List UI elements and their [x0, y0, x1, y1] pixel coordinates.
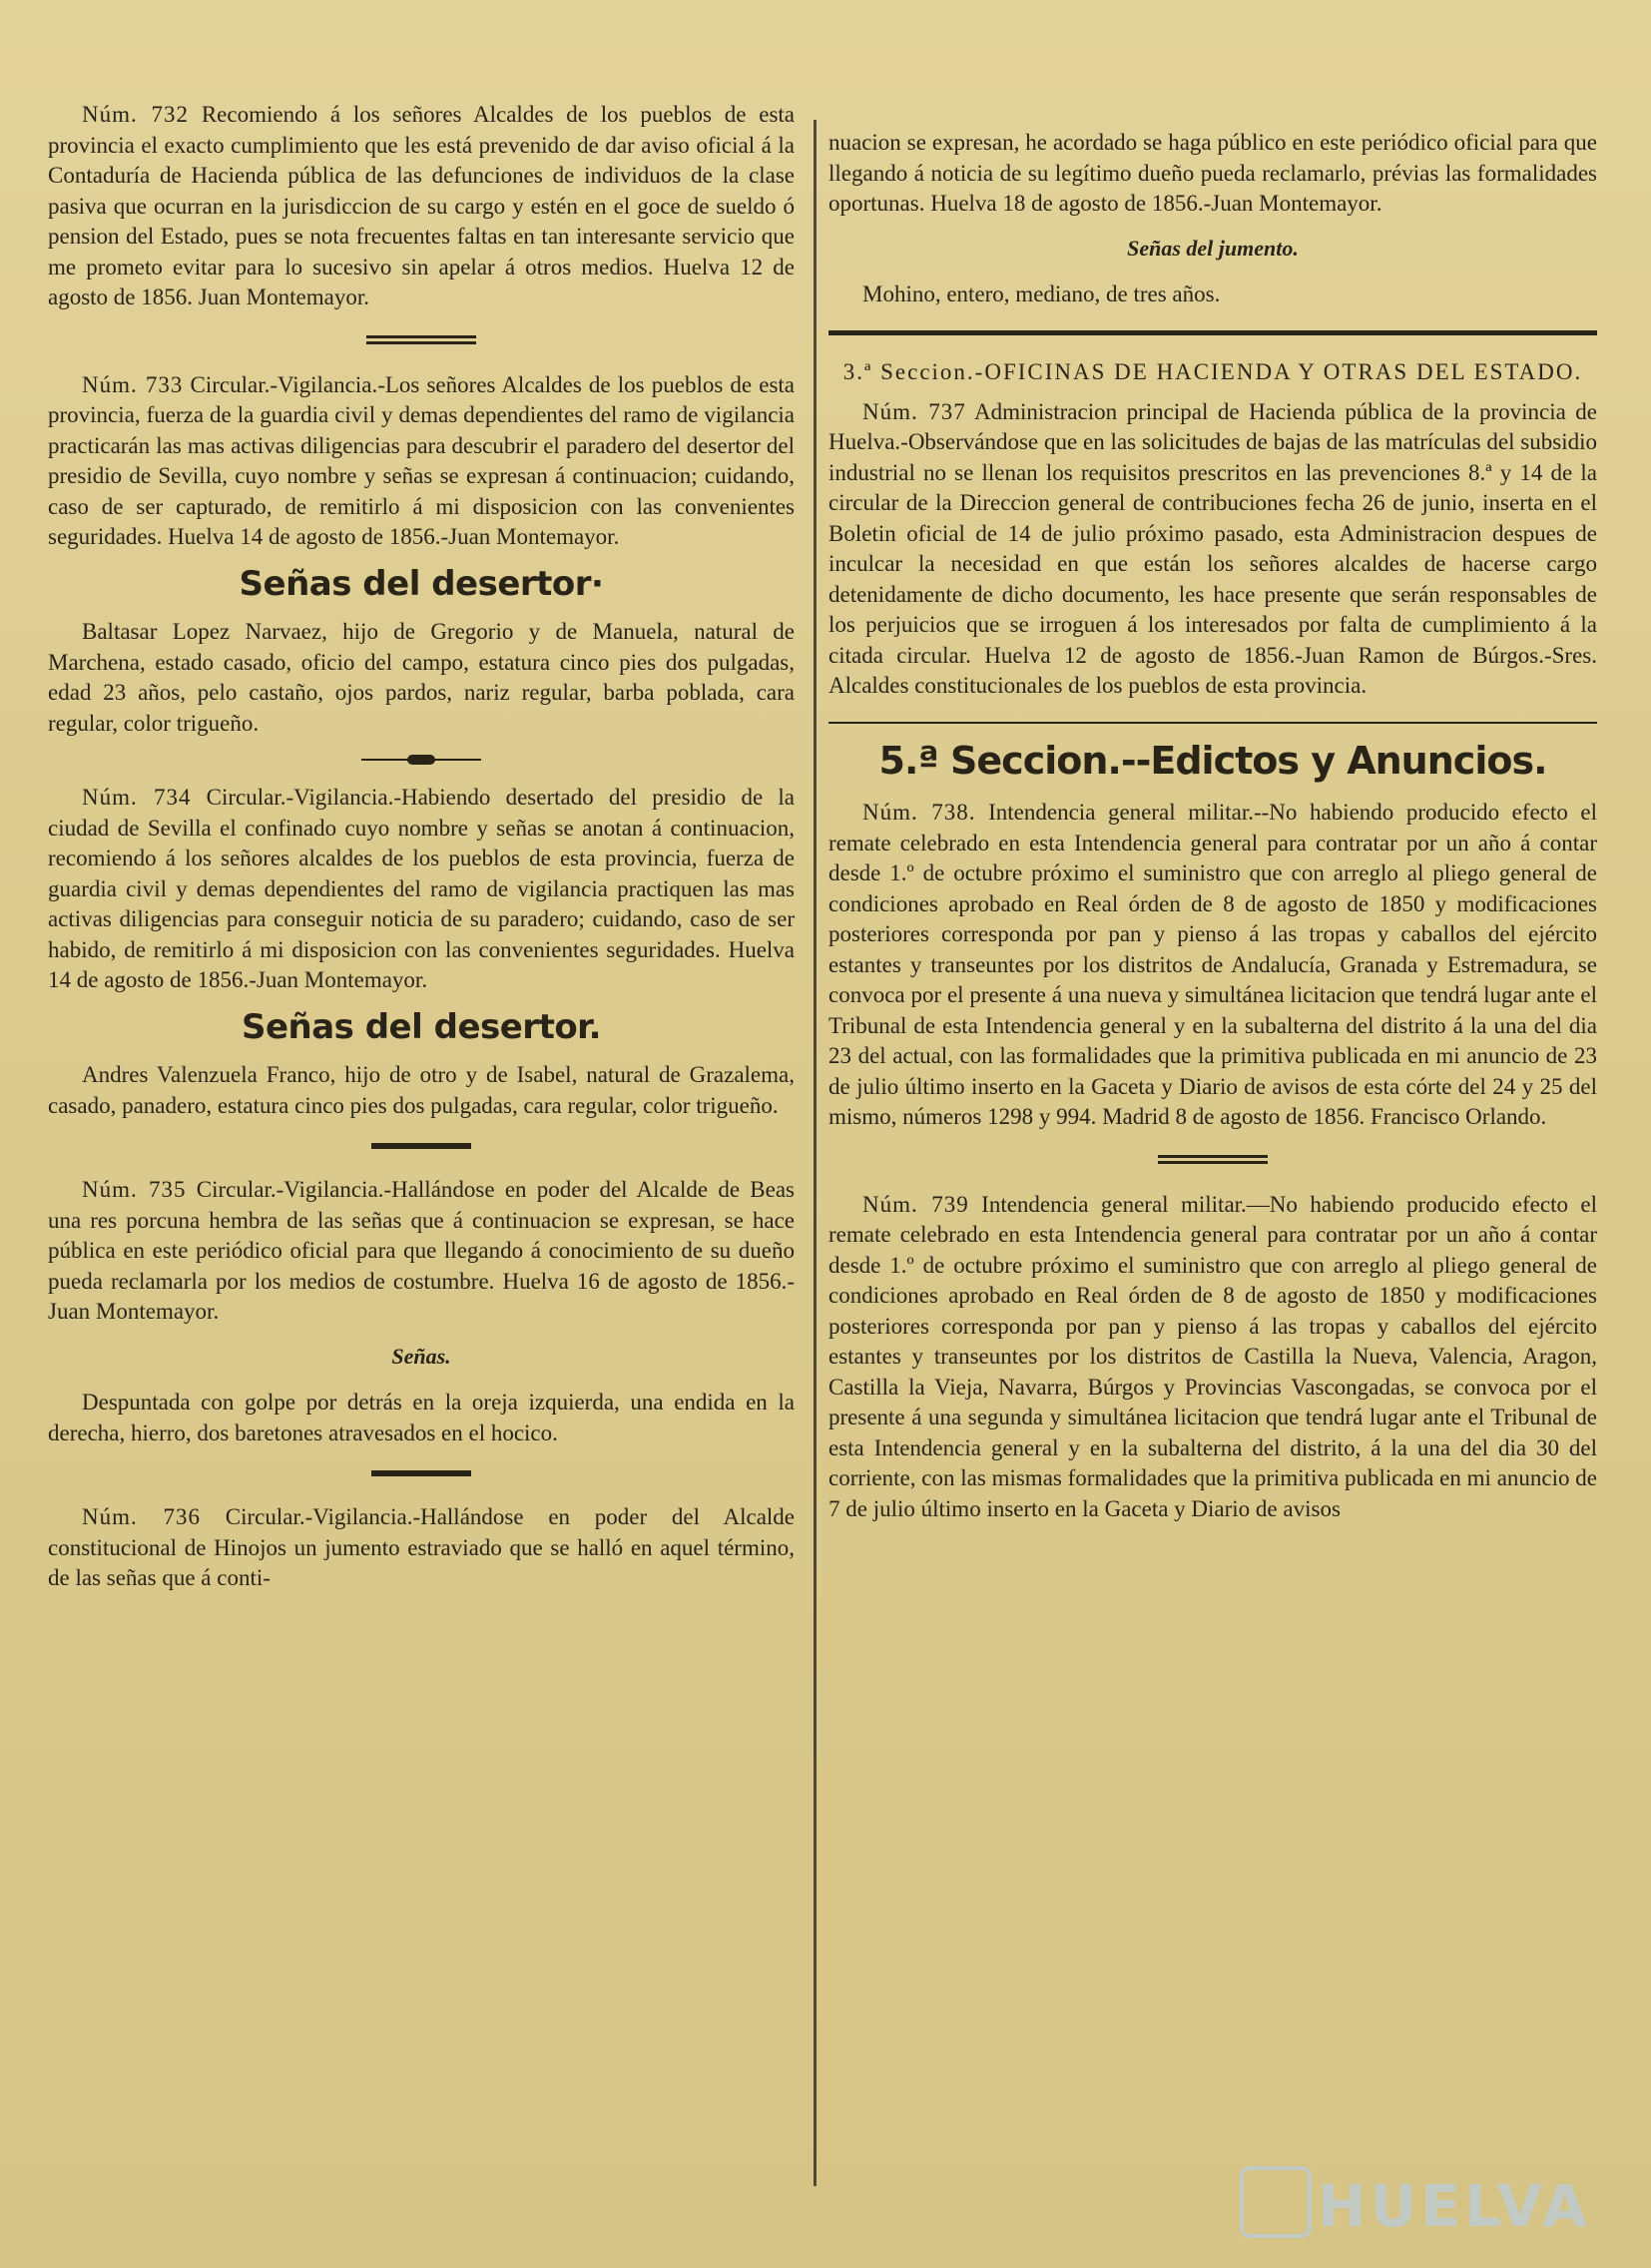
notice-text: Circular.-Vigilancia.-Hallándose en poder del Alcalde constitucional de Hinojos un jumento estraviado que se halló en aquel término, de las señas que á conti-	[48, 1504, 796, 1590]
section-heading: Señas del desertor·	[239, 563, 604, 604]
notice-736-continued: nuacion se expresan, he acordado se haga público en este periódico oficial para que llegando á noticia de su legítimo dueño pueda reclamarlo, prévias las formalidades oportunas. Huelva 18 de agosto de 1856.-Juan Montemayor.	[828, 130, 1597, 216]
subheading: Señas del jumento.	[1127, 235, 1299, 261]
library-seal-icon	[1240, 2166, 1312, 2238]
separator	[366, 335, 476, 344]
notice-number: Núm. 735	[82, 1177, 187, 1202]
notice-number: Núm. 734	[82, 785, 192, 810]
separator	[371, 1470, 471, 1476]
notice-text: Intendencia general militar.--No habiendo producido efecto el remate celebrado en esta Intendencia general para contratar por un año á contar desde 1.º de octubre próximo el suministro que con arreglo al pliego general de condiciones aprobado en Real órden de 8 de agosto de 1850 y modificaciones posteriores corresponda por pan y pienso á las tropas y caballos del ejército estantes y transeuntes por los distritos de Andalucía, Granada y Estremadura, se convoca por el presente á una nueva y simultánea licitacion que tendrá lugar ante el Tribunal de esta Intendencia general y en la subalterna del distrito á la una del dia 23 del actual, con las formalidades que la primitiva publicada en mi anuncio de 23 de julio último inserto en la Gaceta y Diario de avisos de esta córte del 24 y 25 del mismo, números 1298 y 994. Madrid 8 de agosto de 1856. Francisco Orlando.	[828, 800, 1598, 1129]
subheading: Señas.	[391, 1343, 451, 1369]
notice-text: Intendencia general militar.—No habiendo producido efecto el remate celebrado en esta Intendencia general para contratar por un año á contar desde 1.º de octubre próximo el suministro que con arreglo al pliego general de condiciones aprobado en Real órden de 8 de agosto de 1850 y modificaciones posteriores corresponda por pan y pienso á las tropas y caballos del ejército estantes y transeuntes por los distritos de Castilla la Nueva, Valencia, Aragon, Castilla la Vieja, Navarra, Búrgos y Provincias Vascongadas, se convoca por el presente á una segunda y simultánea licitacion que tendrá lugar ante el Tribunal de esta Intendencia general y en la subalterna del distrito, á la una del dia 30 del corriente, con las mismas formalidades que la primitiva publicada en mi anuncio de 7 de julio último inserto en la Gaceta y Diario de avisos	[828, 1191, 1598, 1521]
notice-735	[48, 1175, 795, 1328]
notice-text: Circular.-Vigilancia.-Habiendo desertado del presidio de la ciudad de Sevilla el confinado cuyo nombre y señas se anotan á continuacion, recomiendo á los señores alcaldes de los pueblos de esta provincia, fuerza de guardia civil y demas dependientes del ramo de vigilancia practiquen las mas activas diligencias para conseguir noticia de su paradero; cuidando, caso de ser habido, de remitirlo á mi disposicion con las convenientes seguridades. Huelva 14 de agosto de 1856.-Juan Montemayor.	[48, 785, 796, 992]
animal-description: Despuntada con golpe por detrás en la oreja izquierda, una endida en la derecha, hierro, dos baretones atravesados en el hocico.	[48, 1390, 795, 1445]
ornament-separator	[361, 755, 481, 765]
separator	[1158, 1155, 1268, 1164]
notice-number: Núm. 738.	[862, 800, 976, 825]
section-heading: Señas del desertor.	[241, 1006, 602, 1047]
section-title: 3.ª Seccion.-OFICINAS DE HACIENDA Y OTRAS DEL ESTADO.	[842, 358, 1583, 384]
notice-number: Núm. 739	[862, 1191, 969, 1217]
notice-text: Circular.-Vigilancia.-Los señores Alcaldes de los pueblos de esta provincia, fuerza de la guardia civil y demas dependientes del ramo de vigilancia practicarán las mas activas diligencias para descubrir el paradero del desertor del presidio de Sevilla, cuyo nombre y señas se expresan á continuacion; cuidando, caso de ser capturado, de remitirlo á mi disposicion con las convenientes seguridades. Huelva 14 de agosto de 1856.-Juan Montemayor.	[48, 371, 796, 549]
notice-text: Circular.-Vigilancia.-Hallándose en poder del Alcalde de Beas una res porcuna hembra de las señas que á continuacion se expresan, se hace pública en este periódico oficial para que llegando á conocimiento de su dueño pueda reclamarla por los medios de costumbre. Huelva 16 de agosto de 1856.-Juan Montemayor.	[48, 1177, 795, 1324]
section-rule	[828, 722, 1597, 724]
notice-734	[48, 783, 795, 996]
animal-description: Mohino, entero, mediano, de tres años.	[862, 282, 1221, 306]
deserter-description: Baltasar Lopez Narvaez, hijo de Gregorio y de Manuela, natural de Marchena, estado casado, oficio del campo, estatura cinco pies dos pulgadas, edad 23 años, pelo castaño, ojos pardos, nariz regular, barba poblada, cara regular, color trigueño.	[48, 619, 795, 736]
notice-text: Administracion principal de Hacienda pública de la provincia de Huelva.-Observándose que en las solicitudes de bajas de las matrículas del subsidio industrial no se llenan los requisitos prescritos en las prevenciones 8.ª y 14 de la circular de la Direccion general de contribuciones fecha 26 de junio, inserta en el Boletin oficial de 14 de julio próximo pasado, esta Administracion despues de inculcar la necesidad en que están los señores alcaldes de hacerse cargo detenidamente de dicho documento, les hace presente que serán responsables de los perjuicios que se irroguen á los interesados por falta de cumplimiento á la citada circular. Huelva 12 de agosto de 1856.-Juan Ramon de Búrgos.-Sres. Alcaldes constitucionales de los pueblos de esta provincia.	[828, 398, 1598, 698]
section-title: 5.ª Seccion.--Edictos y Anuncios.	[878, 738, 1547, 783]
section-rule	[828, 330, 1597, 335]
notice-739	[828, 1190, 1597, 1525]
notice-733	[48, 370, 795, 553]
separator	[371, 1143, 471, 1149]
right-column	[828, 128, 1597, 1524]
notice-737	[828, 397, 1597, 702]
left-column	[48, 100, 795, 1594]
deserter-description: Andres Valenzuela Franco, hijo de otro y de Isabel, natural de Grazalema, casado, panadero, estatura cinco pies dos pulgadas, cara regular, color trigueño.	[48, 1062, 795, 1118]
notice-number: Núm. 736	[82, 1504, 202, 1529]
notice-number: Núm. 733	[82, 371, 184, 397]
notice-738	[828, 798, 1597, 1133]
notice-text: Recomiendo á los señores Alcaldes de los pueblos de esta provincia el exacto cumplimiento que les está prevenido de dar aviso oficial á la Contaduría de Hacienda pública de las defunciones de individuos de la clase pasiva que ocurran en la jurisdiccion de su cargo y estén en el goce de sueldo ó pension del Estado, pues se nota frecuentes faltas en tan interesante servicio que me prometo evitar para lo sucesivo sin apelar á otros medios. Huelva 12 de agosto de 1856. Juan Montemayor.	[48, 102, 796, 309]
notice-736	[48, 1502, 795, 1594]
notice-number: Núm. 737	[862, 398, 966, 424]
notice-number: Núm. 732	[82, 102, 190, 127]
notice-732	[48, 100, 795, 313]
watermark: HUELVA	[1317, 2172, 1591, 2240]
column-divider	[814, 120, 817, 2186]
